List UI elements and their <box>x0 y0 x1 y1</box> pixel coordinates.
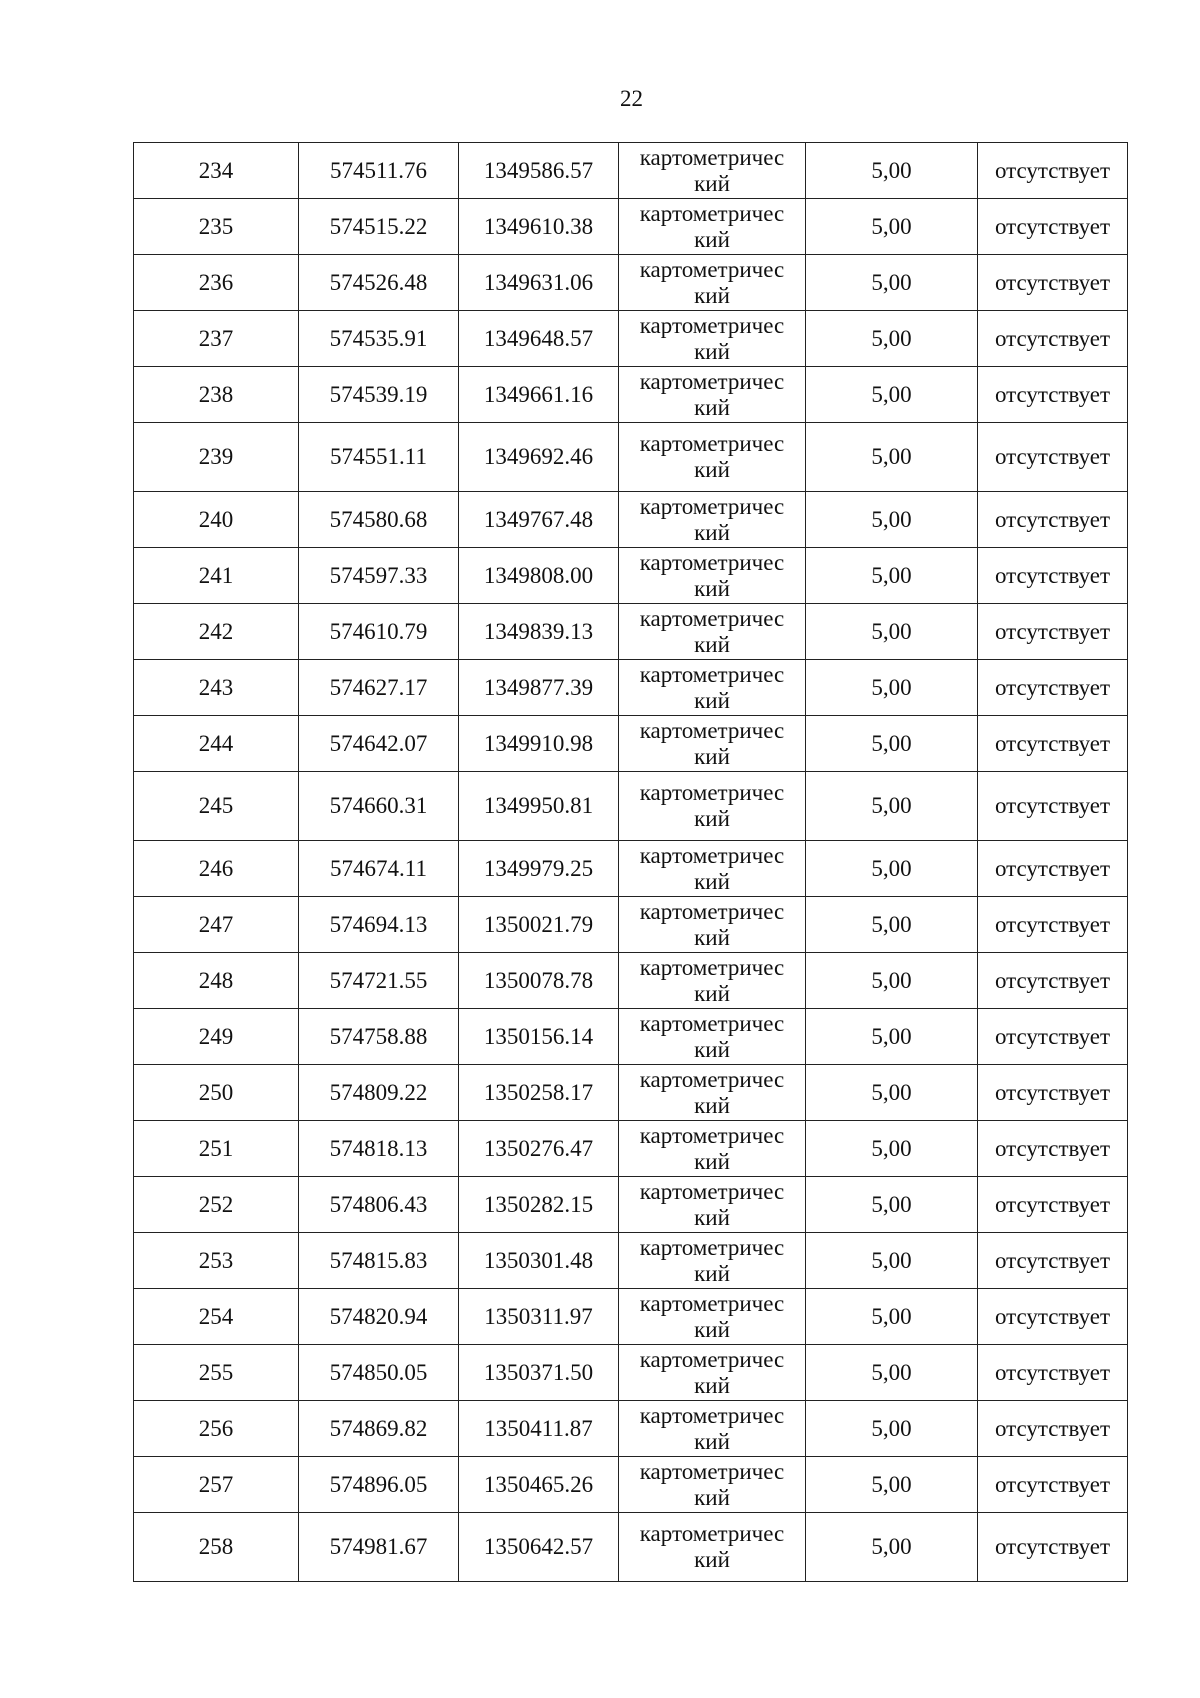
method-cell <box>619 423 806 492</box>
accuracy-cell: 5,00 <box>806 1401 978 1457</box>
y-coordinate-cell: 1349610.38 <box>459 199 619 255</box>
method-line-2: кий <box>694 980 730 1006</box>
x-coordinate-cell: 574896.05 <box>299 1457 459 1513</box>
table-row <box>134 1401 1128 1457</box>
x-coordinate-cell: 574511.76 <box>299 143 459 199</box>
method-line-1: картометричес <box>639 898 785 924</box>
y-coordinate-cell: 1350276.47 <box>459 1121 619 1177</box>
method-line-2: кий <box>694 806 730 831</box>
accuracy-cell: 5,00 <box>806 311 978 367</box>
y-coordinate-cell: 1350021.79 <box>459 897 619 953</box>
note-cell: отсутствует <box>978 953 1128 1009</box>
x-coordinate-cell: 574674.11 <box>299 841 459 897</box>
table-row <box>134 255 1128 311</box>
table-row <box>134 772 1128 841</box>
note-cell: отсутствует <box>978 772 1128 841</box>
note-cell: отсутствует <box>978 548 1128 604</box>
method-line-2: кий <box>694 1484 730 1510</box>
x-coordinate-cell: 574815.83 <box>299 1233 459 1289</box>
point-number-cell: 257 <box>134 1457 299 1513</box>
method-cell <box>619 716 806 772</box>
point-number-cell: 258 <box>134 1513 299 1582</box>
accuracy-cell: 5,00 <box>806 255 978 311</box>
method-cell <box>619 1065 806 1121</box>
method-line-2: кий <box>694 1316 730 1342</box>
y-coordinate-cell: 1349661.16 <box>459 367 619 423</box>
y-coordinate-cell: 1350411.87 <box>459 1401 619 1457</box>
table-row <box>134 1345 1128 1401</box>
accuracy-cell: 5,00 <box>806 199 978 255</box>
method-line-2: кий <box>694 1036 730 1062</box>
note-cell: отсутствует <box>978 311 1128 367</box>
point-number-cell: 236 <box>134 255 299 311</box>
y-coordinate-cell: 1350642.57 <box>459 1513 619 1582</box>
accuracy-cell: 5,00 <box>806 897 978 953</box>
note-cell: отсутствует <box>978 1457 1128 1513</box>
x-coordinate-cell: 574820.94 <box>299 1289 459 1345</box>
accuracy-cell: 5,00 <box>806 143 978 199</box>
method-cell <box>619 1345 806 1401</box>
point-number-cell: 251 <box>134 1121 299 1177</box>
note-cell: отсутствует <box>978 1401 1128 1457</box>
point-number-cell: 247 <box>134 897 299 953</box>
accuracy-cell: 5,00 <box>806 716 978 772</box>
point-number-cell: 248 <box>134 953 299 1009</box>
y-coordinate-cell: 1349808.00 <box>459 548 619 604</box>
note-cell: отсутствует <box>978 1121 1128 1177</box>
point-number-cell: 235 <box>134 199 299 255</box>
x-coordinate-cell: 574580.68 <box>299 492 459 548</box>
accuracy-cell: 5,00 <box>806 1121 978 1177</box>
note-cell: отсутствует <box>978 716 1128 772</box>
note-cell: отсутствует <box>978 492 1128 548</box>
note-cell: отсутствует <box>978 423 1128 492</box>
x-coordinate-cell: 574642.07 <box>299 716 459 772</box>
note-cell: отсутствует <box>978 660 1128 716</box>
method-line-1: картометричес <box>639 1178 785 1204</box>
note-cell: отсутствует <box>978 255 1128 311</box>
table-row <box>134 492 1128 548</box>
x-coordinate-cell: 574806.43 <box>299 1177 459 1233</box>
x-coordinate-cell: 574809.22 <box>299 1065 459 1121</box>
accuracy-cell: 5,00 <box>806 1177 978 1233</box>
y-coordinate-cell: 1350311.97 <box>459 1289 619 1345</box>
accuracy-cell: 5,00 <box>806 1009 978 1065</box>
method-line-2: кий <box>694 394 730 420</box>
method-line-2: кий <box>694 282 730 308</box>
method-line-1: картометричес <box>639 661 785 687</box>
y-coordinate-cell: 1349631.06 <box>459 255 619 311</box>
y-coordinate-cell: 1350258.17 <box>459 1065 619 1121</box>
note-cell: отсутствует <box>978 143 1128 199</box>
point-number-cell: 234 <box>134 143 299 199</box>
y-coordinate-cell: 1349877.39 <box>459 660 619 716</box>
method-cell <box>619 548 806 604</box>
accuracy-cell: 5,00 <box>806 492 978 548</box>
table-row <box>134 1177 1128 1233</box>
point-number-cell: 252 <box>134 1177 299 1233</box>
x-coordinate-cell: 574981.67 <box>299 1513 459 1582</box>
note-cell: отсутствует <box>978 1009 1128 1065</box>
x-coordinate-cell: 574535.91 <box>299 311 459 367</box>
coordinates-table <box>133 142 1128 1582</box>
method-cell <box>619 604 806 660</box>
method-line-2: кий <box>694 687 730 713</box>
y-coordinate-cell: 1350465.26 <box>459 1457 619 1513</box>
y-coordinate-cell: 1349979.25 <box>459 841 619 897</box>
note-cell: отсутствует <box>978 897 1128 953</box>
note-cell: отсутствует <box>978 1065 1128 1121</box>
method-line-2: кий <box>694 226 730 252</box>
point-number-cell: 237 <box>134 311 299 367</box>
accuracy-cell: 5,00 <box>806 1457 978 1513</box>
method-cell <box>619 953 806 1009</box>
y-coordinate-cell: 1350078.78 <box>459 953 619 1009</box>
y-coordinate-cell: 1349586.57 <box>459 143 619 199</box>
method-line-1: картометричес <box>639 549 785 575</box>
note-cell: отсутствует <box>978 1289 1128 1345</box>
y-coordinate-cell: 1350156.14 <box>459 1009 619 1065</box>
y-coordinate-cell: 1350371.50 <box>459 1345 619 1401</box>
method-line-2: кий <box>694 868 730 894</box>
point-number-cell: 238 <box>134 367 299 423</box>
method-cell <box>619 1401 806 1457</box>
accuracy-cell: 5,00 <box>806 1513 978 1582</box>
x-coordinate-cell: 574694.13 <box>299 897 459 953</box>
accuracy-cell: 5,00 <box>806 1345 978 1401</box>
method-line-2: кий <box>694 575 730 601</box>
method-line-1: картометричес <box>639 1521 785 1546</box>
point-number-cell: 256 <box>134 1401 299 1457</box>
table-row <box>134 716 1128 772</box>
method-line-2: кий <box>694 1204 730 1230</box>
table-row <box>134 604 1128 660</box>
method-line-1: картометричес <box>639 717 785 743</box>
point-number-cell: 239 <box>134 423 299 492</box>
x-coordinate-cell: 574627.17 <box>299 660 459 716</box>
method-cell <box>619 143 806 199</box>
point-number-cell: 244 <box>134 716 299 772</box>
method-cell <box>619 897 806 953</box>
accuracy-cell: 5,00 <box>806 660 978 716</box>
accuracy-cell: 5,00 <box>806 772 978 841</box>
method-line-1: картометричес <box>639 1010 785 1036</box>
table-row <box>134 953 1128 1009</box>
point-number-cell: 254 <box>134 1289 299 1345</box>
x-coordinate-cell: 574597.33 <box>299 548 459 604</box>
point-number-cell: 255 <box>134 1345 299 1401</box>
note-cell: отсутствует <box>978 604 1128 660</box>
method-line-2: кий <box>694 924 730 950</box>
table-row <box>134 841 1128 897</box>
method-cell <box>619 1513 806 1582</box>
note-cell: отсутствует <box>978 1345 1128 1401</box>
point-number-cell: 249 <box>134 1009 299 1065</box>
accuracy-cell: 5,00 <box>806 1065 978 1121</box>
method-cell <box>619 367 806 423</box>
point-number-cell: 245 <box>134 772 299 841</box>
method-cell <box>619 1233 806 1289</box>
accuracy-cell: 5,00 <box>806 367 978 423</box>
table-row <box>134 311 1128 367</box>
y-coordinate-cell: 1350301.48 <box>459 1233 619 1289</box>
x-coordinate-cell: 574721.55 <box>299 953 459 1009</box>
method-cell <box>619 255 806 311</box>
x-coordinate-cell: 574610.79 <box>299 604 459 660</box>
accuracy-cell: 5,00 <box>806 1289 978 1345</box>
x-coordinate-cell: 574539.19 <box>299 367 459 423</box>
x-coordinate-cell: 574515.22 <box>299 199 459 255</box>
method-line-1: картометричес <box>639 1346 785 1372</box>
method-cell <box>619 841 806 897</box>
method-cell <box>619 772 806 841</box>
accuracy-cell: 5,00 <box>806 841 978 897</box>
note-cell: отсутствует <box>978 1177 1128 1233</box>
note-cell: отсутствует <box>978 1513 1128 1582</box>
x-coordinate-cell: 574526.48 <box>299 255 459 311</box>
table-row <box>134 423 1128 492</box>
method-line-1: картометричес <box>639 312 785 338</box>
y-coordinate-cell: 1349950.81 <box>459 772 619 841</box>
table-row <box>134 1121 1128 1177</box>
note-cell: отсутствует <box>978 199 1128 255</box>
method-line-1: картометричес <box>639 200 785 226</box>
x-coordinate-cell: 574660.31 <box>299 772 459 841</box>
method-line-2: кий <box>694 1260 730 1286</box>
method-cell <box>619 492 806 548</box>
y-coordinate-cell: 1349648.57 <box>459 311 619 367</box>
method-line-2: кий <box>694 1547 730 1572</box>
x-coordinate-cell: 574869.82 <box>299 1401 459 1457</box>
point-number-cell: 253 <box>134 1233 299 1289</box>
point-number-cell: 240 <box>134 492 299 548</box>
table-row <box>134 1289 1128 1345</box>
point-number-cell: 250 <box>134 1065 299 1121</box>
table-row <box>134 367 1128 423</box>
method-line-2: кий <box>694 519 730 545</box>
method-line-2: кий <box>694 743 730 769</box>
table-row <box>134 1065 1128 1121</box>
table-row <box>134 1233 1128 1289</box>
page-number: 22 <box>620 86 643 111</box>
table-row <box>134 143 1128 199</box>
table-row <box>134 548 1128 604</box>
method-line-2: кий <box>694 170 730 196</box>
note-cell: отсутствует <box>978 367 1128 423</box>
method-line-1: картометричес <box>639 1290 785 1316</box>
y-coordinate-cell: 1349767.48 <box>459 492 619 548</box>
y-coordinate-cell: 1349692.46 <box>459 423 619 492</box>
method-cell <box>619 1457 806 1513</box>
method-line-1: картометричес <box>639 605 785 631</box>
coordinates-table-body <box>134 143 1128 1582</box>
method-line-1: картометричес <box>639 842 785 868</box>
method-line-2: кий <box>694 457 730 482</box>
x-coordinate-cell: 574551.11 <box>299 423 459 492</box>
x-coordinate-cell: 574758.88 <box>299 1009 459 1065</box>
point-number-cell: 243 <box>134 660 299 716</box>
method-line-2: кий <box>694 1092 730 1118</box>
method-line-1: картометричес <box>639 1402 785 1428</box>
accuracy-cell: 5,00 <box>806 1233 978 1289</box>
y-coordinate-cell: 1350282.15 <box>459 1177 619 1233</box>
method-line-1: картометричес <box>639 780 785 805</box>
note-cell: отсутствует <box>978 841 1128 897</box>
table-row <box>134 1457 1128 1513</box>
method-cell <box>619 1289 806 1345</box>
point-number-cell: 242 <box>134 604 299 660</box>
x-coordinate-cell: 574850.05 <box>299 1345 459 1401</box>
method-line-1: картометричес <box>639 1122 785 1148</box>
table-row <box>134 660 1128 716</box>
method-line-1: картометричес <box>639 1234 785 1260</box>
method-cell <box>619 1177 806 1233</box>
method-cell <box>619 1009 806 1065</box>
method-line-2: кий <box>694 338 730 364</box>
accuracy-cell: 5,00 <box>806 953 978 1009</box>
method-cell <box>619 199 806 255</box>
method-line-1: картометричес <box>639 368 785 394</box>
method-line-2: кий <box>694 1428 730 1454</box>
note-cell: отсутствует <box>978 1233 1128 1289</box>
table-row <box>134 1513 1128 1582</box>
accuracy-cell: 5,00 <box>806 423 978 492</box>
method-cell <box>619 311 806 367</box>
table-row <box>134 897 1128 953</box>
method-line-1: картометричес <box>639 1066 785 1092</box>
accuracy-cell: 5,00 <box>806 604 978 660</box>
method-cell <box>619 1121 806 1177</box>
method-line-1: картометричес <box>639 431 785 456</box>
method-line-2: кий <box>694 1372 730 1398</box>
method-line-1: картометричес <box>639 954 785 980</box>
method-line-1: картометричес <box>639 493 785 519</box>
x-coordinate-cell: 574818.13 <box>299 1121 459 1177</box>
method-line-2: кий <box>694 631 730 657</box>
method-line-1: картометричес <box>639 1458 785 1484</box>
accuracy-cell: 5,00 <box>806 548 978 604</box>
point-number-cell: 246 <box>134 841 299 897</box>
method-line-1: картометричес <box>639 256 785 282</box>
table-row <box>134 1009 1128 1065</box>
y-coordinate-cell: 1349910.98 <box>459 716 619 772</box>
method-line-2: кий <box>694 1148 730 1174</box>
table-row <box>134 199 1128 255</box>
method-line-1: картометричес <box>639 144 785 170</box>
method-cell <box>619 660 806 716</box>
point-number-cell: 241 <box>134 548 299 604</box>
y-coordinate-cell: 1349839.13 <box>459 604 619 660</box>
